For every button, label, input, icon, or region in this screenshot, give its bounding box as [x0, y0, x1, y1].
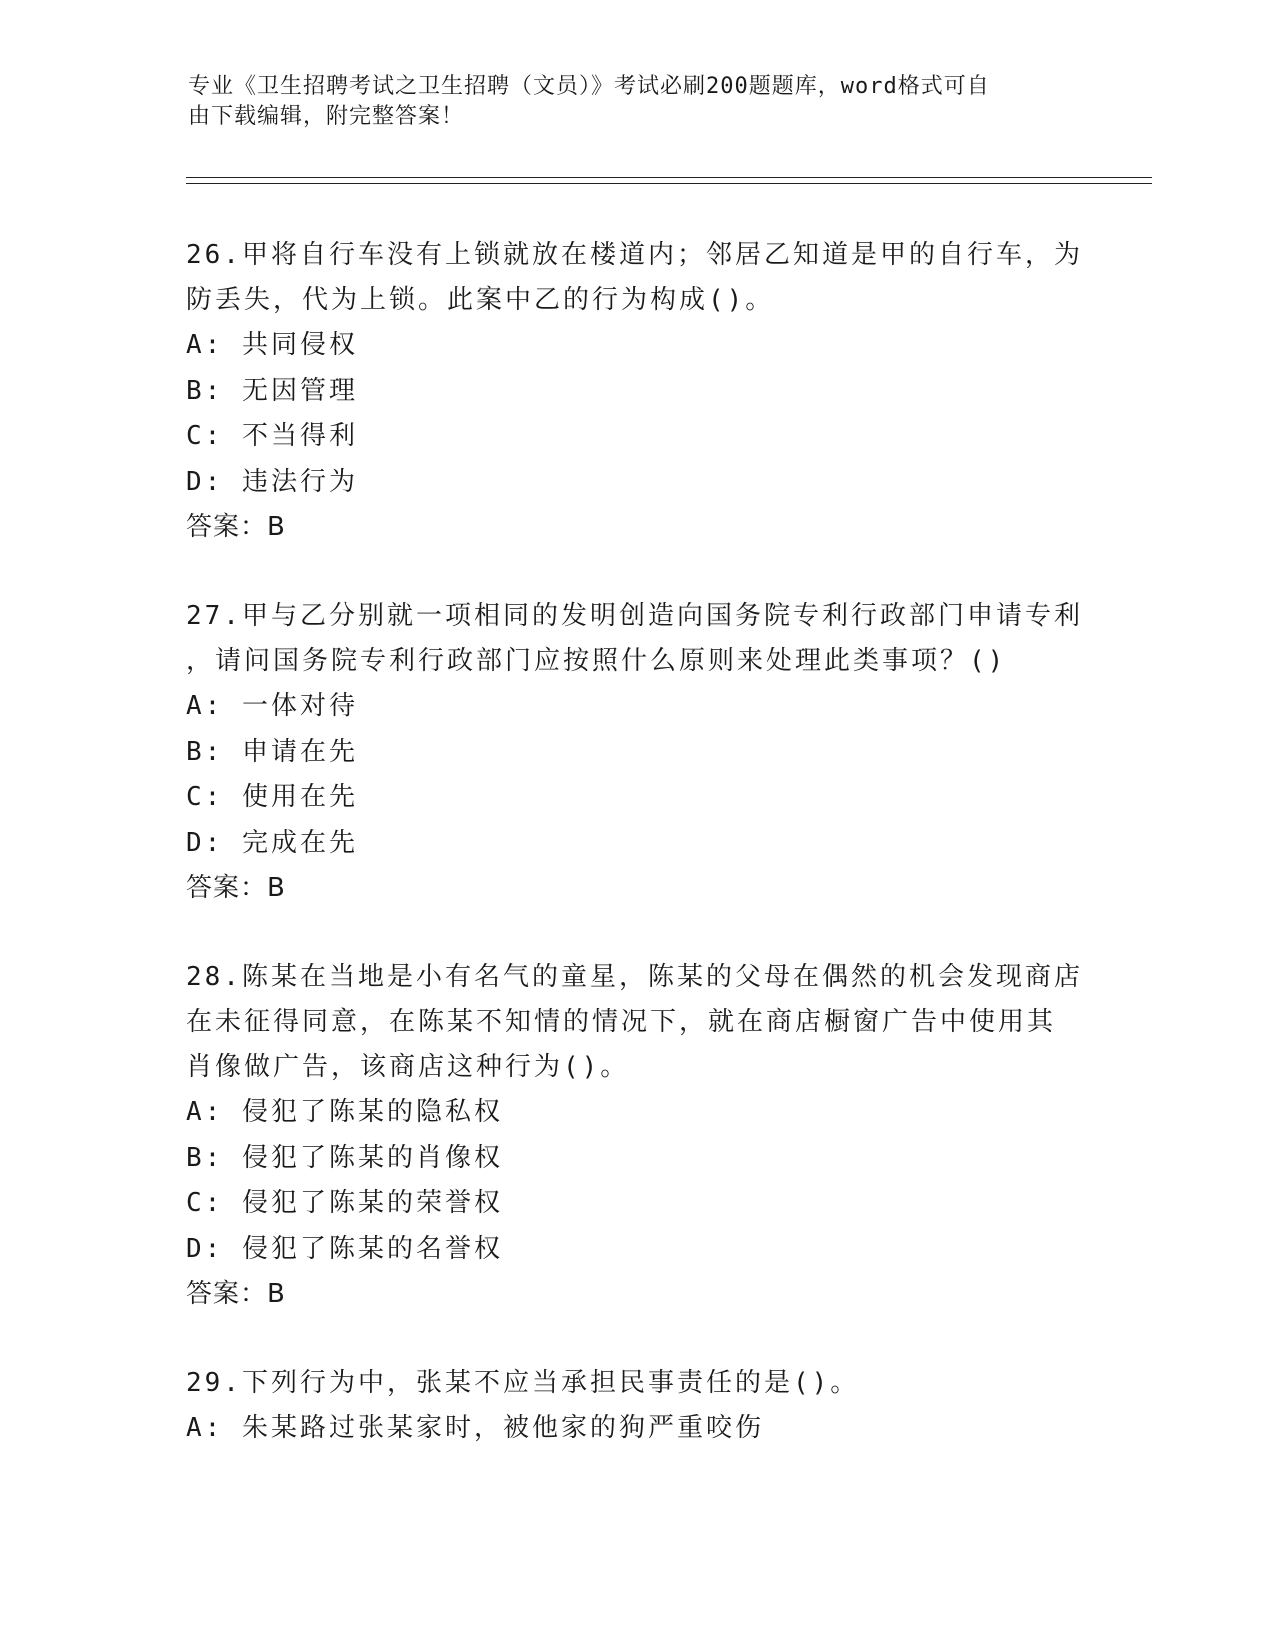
- option-d: D: 侵犯了陈某的名誉权: [186, 1233, 503, 1264]
- answer-line: 答案：B: [186, 512, 286, 542]
- document-header: [188, 72, 1068, 132]
- question-26: [186, 233, 1086, 550]
- answer-line: 答案：B: [186, 1279, 286, 1309]
- question-27: [186, 594, 1086, 911]
- option-a: A: 侵犯了陈某的隐私权: [186, 1097, 503, 1127]
- stem-line: 27.甲与乙分别就一项相同的发明创造向国务院专利行政部门申请专利: [186, 601, 1083, 631]
- stem-line: 29.下列行为中，张某不应当承担民事责任的是()。: [186, 1368, 860, 1398]
- option-b: B: 侵犯了陈某的肖像权: [186, 1142, 503, 1173]
- stem-line: 26.甲将自行车没有上锁就放在楼道内；邻居乙知道是甲的自行车，为: [186, 240, 1083, 270]
- question-stem: [186, 233, 1086, 323]
- option-c: C: 侵犯了陈某的荣誉权: [186, 1188, 503, 1218]
- option-d: D: 完成在先: [186, 827, 358, 858]
- option-a: A: 朱某路过张某家时，被他家的狗严重咬伤: [186, 1413, 764, 1443]
- stem-line: 肖像做广告，该商店这种行为()。: [186, 1052, 630, 1082]
- header-line-2: 由下载编辑，附完整答案！: [188, 104, 465, 129]
- stem-line: 28.陈某在当地是小有名气的童星，陈某的父母在偶然的机会发现商店: [186, 962, 1083, 992]
- header-divider-bottom: [186, 183, 1152, 184]
- option-b: B: 无因管理: [186, 375, 358, 406]
- header-divider-top: [186, 177, 1152, 178]
- question-28: [186, 955, 1086, 1317]
- question-stem: [186, 594, 1086, 684]
- answer-line: 答案：B: [186, 873, 286, 903]
- question-stem: [186, 1361, 1086, 1406]
- stem-line: 在未征得同意，在陈某不知情的情况下，就在商店橱窗广告中使用其: [186, 1007, 1057, 1037]
- option-c: C: 不当得利: [186, 421, 358, 451]
- option-c: C: 使用在先: [186, 782, 358, 812]
- question-29: [186, 1361, 1086, 1452]
- stem-line: ，请问国务院专利行政部门应按照什么原则来处理此类事项？(): [186, 646, 1007, 676]
- question-stem: [186, 955, 1086, 1090]
- stem-line: 防丢失，代为上锁。此案中乙的行为构成()。: [186, 285, 775, 315]
- option-b: B: 申请在先: [186, 736, 358, 767]
- question-list: [186, 233, 1086, 1496]
- option-a: A: 一体对待: [186, 691, 358, 721]
- option-a: A: 共同侵权: [186, 330, 358, 360]
- header-line-1: 专业《卫生招聘考试之卫生招聘（文员）》考试必刷200题题库，word格式可自: [188, 74, 990, 99]
- option-d: D: 违法行为: [186, 466, 358, 497]
